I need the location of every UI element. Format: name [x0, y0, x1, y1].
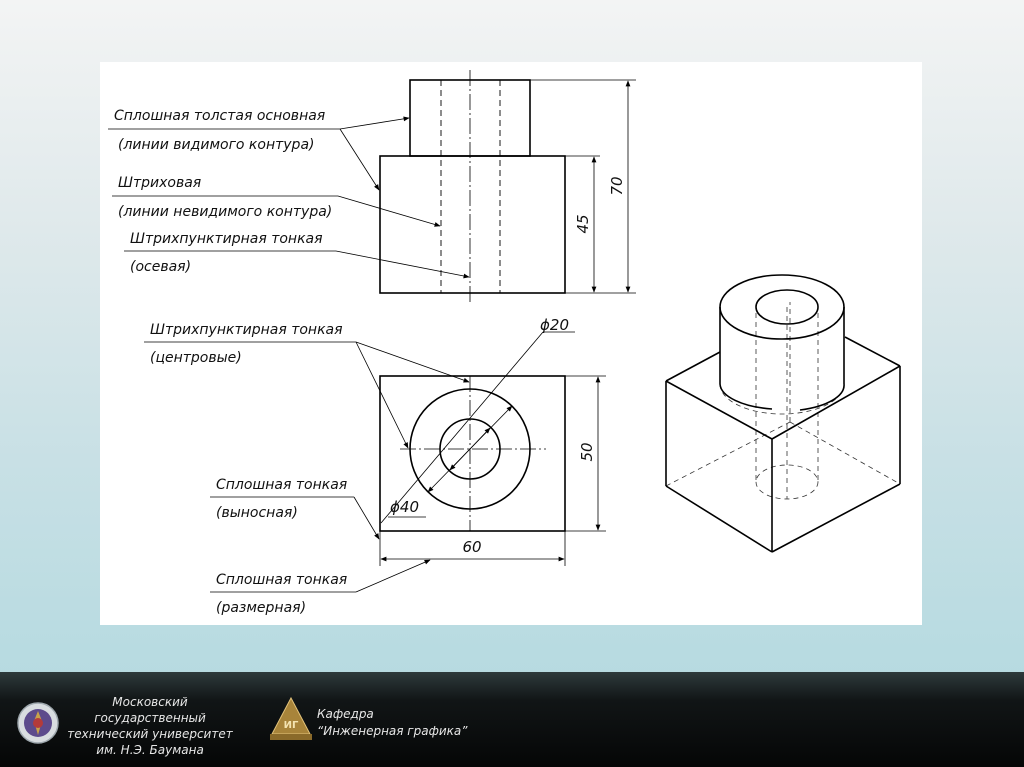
dimension-text-60: 60 — [462, 538, 482, 556]
label-axis-2: (осевая) — [130, 259, 192, 275]
label-dimension-2: (размерная) — [216, 600, 307, 616]
leader-dimension — [356, 560, 430, 592]
label-solid-thick-1: Сплошная толстая основная — [114, 108, 326, 124]
label-extension-1: Сплошная тонкая — [216, 477, 348, 493]
block-outline — [380, 156, 565, 293]
university-name-line2: технический университет — [67, 727, 233, 741]
iso-hidden-cylinder-base — [720, 384, 844, 414]
label-axis-1: Штрихпунктирная тонкая — [130, 231, 323, 247]
department-name-line1: Кафедра — [317, 707, 374, 721]
university-emblem-icon — [16, 701, 60, 745]
top-view-labels — [144, 322, 469, 616]
leader-extension — [354, 497, 379, 539]
leader-solid-thick-b — [340, 129, 379, 190]
university-name-line1: Московский государственный — [94, 695, 206, 725]
label-dashed-2: (линии невидимого контура) — [118, 204, 333, 220]
label-extension-2: (выносная) — [216, 505, 298, 521]
iso-top-front-right — [772, 366, 900, 439]
top-view — [380, 316, 606, 566]
label-solid-thick-2: (линии видимого контура) — [118, 137, 315, 153]
leader-axis — [336, 251, 469, 277]
iso-cylinder-top — [720, 275, 844, 339]
dimension-text-70: 70 — [608, 176, 626, 196]
department-logo-letters: ИГ — [283, 720, 299, 731]
iso-hidden-back-bottom-right — [790, 422, 900, 484]
isometric-view — [666, 275, 900, 552]
dimension-text-phi40: ϕ40 — [390, 498, 419, 516]
label-dimension-1: Сплошная тонкая — [216, 572, 348, 588]
leader-dashed — [338, 196, 440, 226]
iso-cylinder-base-visible — [720, 384, 844, 410]
dimension-line-diameter — [381, 332, 543, 523]
department-name — [317, 706, 517, 740]
iso-bottom-left — [666, 486, 772, 552]
department-name-line2: “Инженерная графика” — [317, 724, 468, 738]
leader-solid-thick-a — [340, 118, 409, 129]
technical-drawing — [100, 62, 922, 625]
iso-top-back-right — [845, 337, 900, 366]
label-center-1: Штрихпунктирная тонкая — [150, 322, 343, 338]
university-name — [62, 694, 238, 758]
footer-bar — [0, 672, 1024, 767]
label-dashed-1: Штриховая — [118, 175, 202, 191]
label-center-2: (центровые) — [150, 350, 242, 366]
front-view-labels — [108, 108, 469, 277]
iso-top-back-left — [666, 352, 720, 381]
dimension-text-phi20: ϕ20 — [540, 316, 569, 334]
dimension-text-45: 45 — [574, 214, 592, 234]
dimension-text-50: 50 — [578, 442, 596, 462]
department-logo-icon — [266, 694, 316, 744]
iso-bottom-right — [772, 484, 900, 552]
university-name-line3: им. Н.Э. Баумана — [96, 743, 204, 757]
drawing-card — [100, 62, 922, 625]
